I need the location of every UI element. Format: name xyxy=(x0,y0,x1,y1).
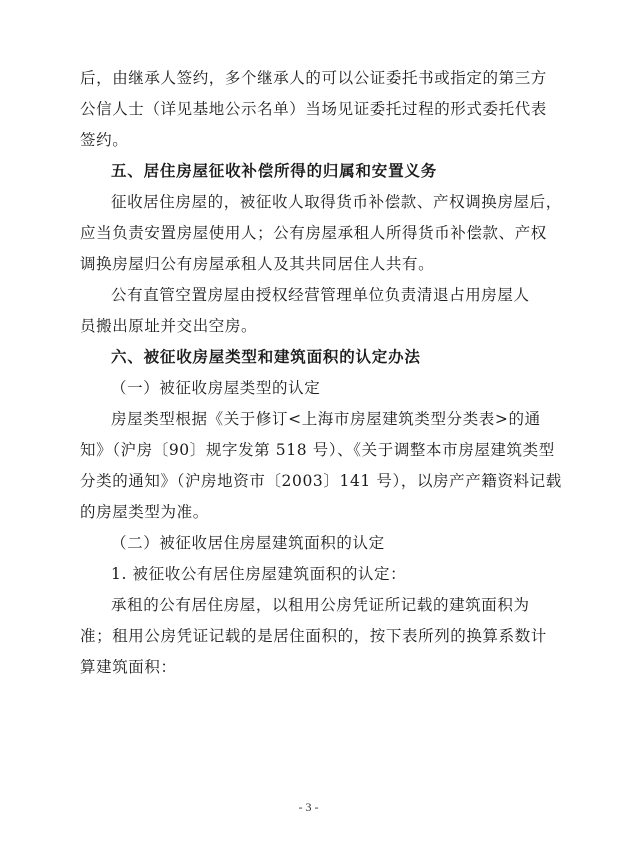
body-text-line: 征收居住房屋的，被征收人取得货币补偿款、产权调换房屋后， xyxy=(111,193,562,211)
subsection-heading: （一）被征收房屋类型的认定 xyxy=(111,379,321,397)
body-text-line: 知》（沪房〔90〕规字发第 518 号）、《关于调整本市房屋建筑类型 xyxy=(80,441,555,459)
body-text-line: 公信人士（详见基地公示名单）当场见证委托过程的形式委托代表 xyxy=(80,100,547,118)
body-text-line: 分类的通知》（沪房地资市〔2003〕141 号），以房产产籍资料记载 xyxy=(80,472,562,490)
body-text-line: 的房屋类型为准。 xyxy=(80,503,209,521)
body-text-line: 承租的公有居住房屋，以租用公房凭证所记载的建筑面积为 xyxy=(111,596,530,614)
body-text-line: 房屋类型根据《关于修订<上海市房屋建筑类型分类表>的通 xyxy=(111,410,541,428)
body-text-line: 调换房屋归公有房屋承租人及其共同居住人共有。 xyxy=(80,255,435,273)
numbered-item: 1. 被征收公有居住房屋建筑面积的认定： xyxy=(111,565,407,583)
body-text-line: 应当负责安置房屋使用人；公有房屋承租人所得货币补偿款、产权 xyxy=(80,224,547,242)
body-text-line: 公有直管空置房屋由授权经营管理单位负责清退占用房屋人 xyxy=(111,286,530,304)
subsection-heading: （二）被征收居住房屋建筑面积的认定 xyxy=(111,534,385,552)
body-text-line: 算建筑面积： xyxy=(80,658,177,676)
body-text-line: 后，由继承人签约，多个继承人的可以公证委托书或指定的第三方 xyxy=(80,69,547,87)
section-heading-6: 六、被征收房屋类型和建筑面积的认定办法 xyxy=(111,348,421,366)
body-text-line: 签约。 xyxy=(80,131,129,149)
page-number: - 3 - xyxy=(298,800,319,814)
section-heading-5: 五、居住房屋征收补偿所得的归属和安置义务 xyxy=(111,162,438,180)
body-text-line: 准；租用公房凭证记载的是居住面积的，按下表所列的换算系数计 xyxy=(80,627,547,645)
body-text-line: 员搬出原址并交出空房。 xyxy=(80,317,258,335)
